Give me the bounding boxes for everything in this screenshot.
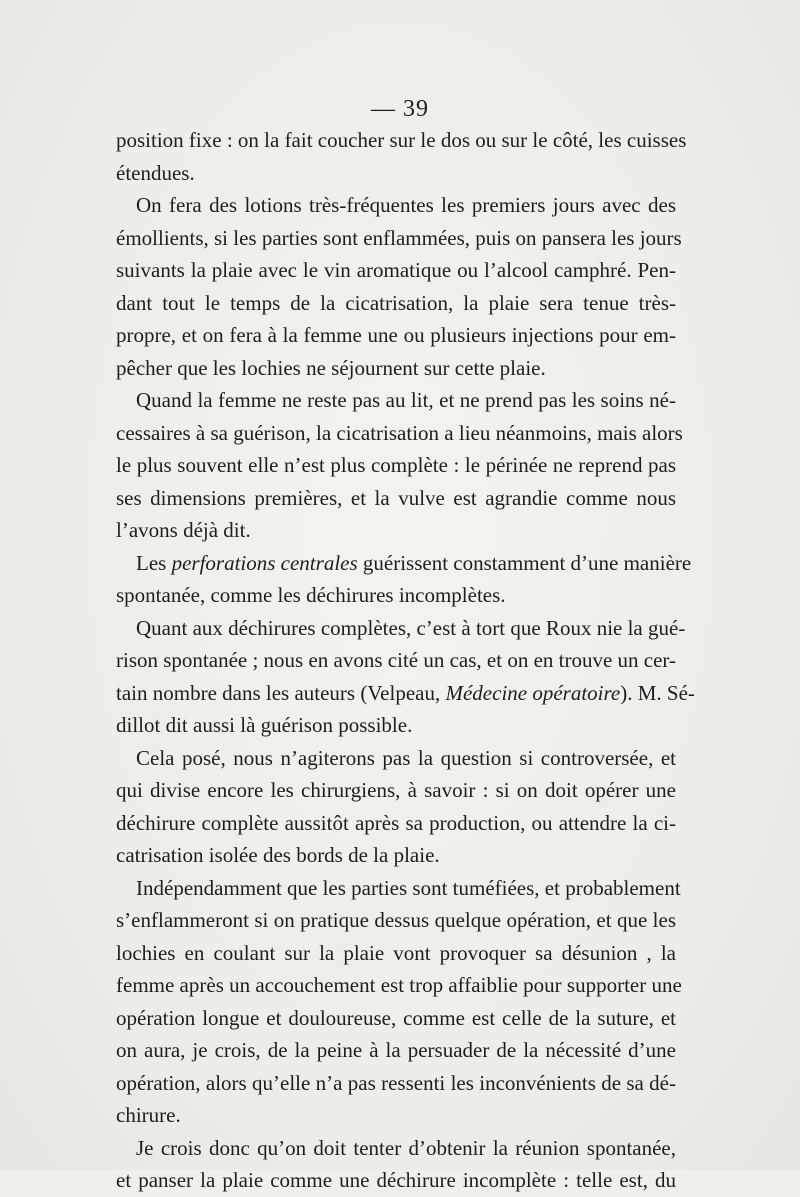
- italic-text: perforations centrales: [171, 550, 358, 575]
- text-line: [116, 677, 695, 710]
- text-line: position fixe : on la fait coucher sur le dos ou sur le côté, les cuisses: [116, 128, 687, 152]
- text-line: émollients, si les parties sont enflammées, puis on pansera les jours: [116, 225, 682, 250]
- text-line: l’avons déjà dit.: [116, 518, 251, 542]
- text-segment: ). M. Sé-: [620, 680, 695, 705]
- text-line: qui divise encore les chirurgiens, à savoir : si on doit opérer une: [116, 778, 676, 802]
- text-line: s’enflammeront si on pratique dessus quelque opération, et que les: [116, 908, 676, 932]
- text-line: Cela posé, nous n’agiterons pas la question si controversée, et: [136, 745, 676, 770]
- text-line: chirure.: [116, 1103, 181, 1127]
- text-line: dillot dit aussi là guérison possible.: [116, 713, 413, 737]
- text-line: et panser la plaie comme une déchirure incomplète : telle est, du: [116, 1168, 676, 1192]
- text-line: femme après un accouchement est trop affaiblie pour supporter une: [116, 973, 682, 997]
- text-line: le plus souvent elle n’est plus complète : le périnée ne reprend pas: [116, 453, 676, 477]
- text-line: opération longue et douloureuse, comme est celle de la suture, et: [116, 1005, 676, 1030]
- text-line: Quant aux déchirures complètes, c’est à tort que Roux nie la gué-: [136, 615, 686, 640]
- page-number: — 39: [371, 96, 429, 122]
- text-line: suivants la plaie avec le vin aromatique ou l’alcool camphré. Pen-: [116, 258, 676, 282]
- text-line: Je crois donc qu’on doit tenter d’obtenir la réunion spontanée,: [136, 1135, 676, 1160]
- text-line: on aura, je crois, de la peine à la persuader de la nécessité d’une: [116, 1038, 676, 1062]
- text-line: catrisation isolée des bords de la plaie.: [116, 843, 440, 867]
- text-line: dant tout le temps de la cicatrisation, la plaie sera tenue très-: [116, 290, 676, 315]
- text-line: Quand la femme ne reste pas au lit, et ne prend pas les soins né-: [136, 388, 676, 412]
- text-line: spontanée, comme les déchirures incomplètes.: [116, 583, 506, 607]
- text-line: cessaires à sa guérison, la cicatrisation a lieu néanmoins, mais alors: [116, 420, 683, 445]
- text-segment: Les: [136, 550, 172, 575]
- text-line: propre, et on fera à la femme une ou plusieurs injections pour em-: [116, 323, 676, 347]
- text-line: [116, 547, 692, 580]
- italic-text: Médecine opératoire: [445, 680, 621, 705]
- text-line: déchirure complète aussitôt après sa production, ou attendre la ci-: [116, 810, 676, 835]
- text-line: On fera des lotions très-fréquentes les premiers jours avec des: [136, 193, 676, 217]
- text-line: pêcher que les lochies ne séjournent sur cette plaie.: [116, 355, 546, 380]
- text-line: Indépendamment que les parties sont tuméfiées, et probablement: [136, 875, 681, 900]
- text-segment: guérissent constamment d’une manière: [357, 550, 692, 575]
- text-line: ses dimensions premières, et la vulve est agrandie comme nous: [116, 485, 676, 510]
- text-line: rison spontanée ; nous en avons cité un cas, et on en trouve un cer-: [116, 648, 676, 672]
- text-line: lochies en coulant sur la plaie vont provoquer sa désunion , la: [116, 940, 676, 965]
- text-segment: tain nombre dans les auteurs (Velpeau,: [116, 680, 446, 705]
- text-line: opération, alors qu’elle n’a pas ressenti les inconvénients de sa dé-: [116, 1070, 676, 1095]
- text-line: étendues.: [116, 160, 195, 185]
- body-text: [116, 124, 695, 1197]
